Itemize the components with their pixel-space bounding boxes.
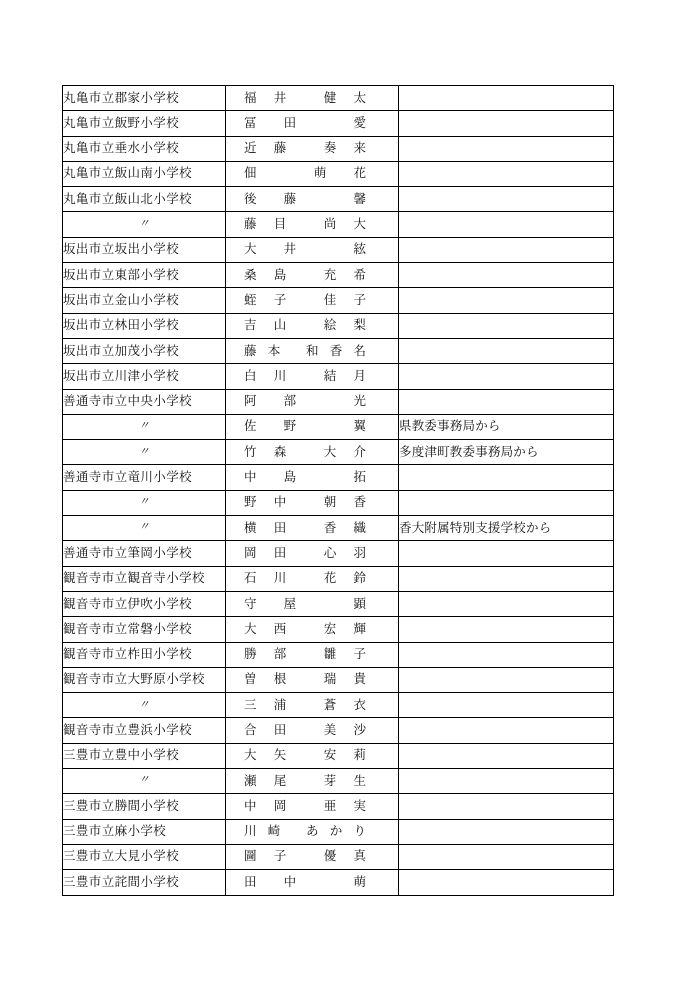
note-cell bbox=[399, 566, 614, 591]
ditto-mark: 〃 bbox=[138, 496, 150, 509]
name-cell bbox=[226, 136, 399, 161]
school-cell: 観音寺市立伊吹小学校 bbox=[63, 591, 226, 616]
table-row bbox=[63, 718, 614, 743]
name-text: 川崎 あかり bbox=[244, 824, 366, 839]
name-cell bbox=[226, 237, 399, 262]
school-cell: 観音寺市立大野原小学校 bbox=[63, 667, 226, 692]
ditto-mark: 〃 bbox=[138, 445, 150, 458]
name-text: 佃 萌花 bbox=[244, 166, 366, 181]
name-text: 野中 朝香 bbox=[244, 495, 366, 510]
table-row bbox=[63, 440, 614, 465]
name-cell bbox=[226, 642, 399, 667]
note-cell bbox=[399, 794, 614, 819]
table-row bbox=[63, 187, 614, 212]
table-row bbox=[63, 288, 614, 313]
table-row bbox=[63, 465, 614, 490]
table-row bbox=[63, 389, 614, 414]
school-cell: 坂出市立金山小学校 bbox=[63, 288, 226, 313]
note-cell bbox=[399, 693, 614, 718]
school-cell: 善通寺市立竜川小学校 bbox=[63, 465, 226, 490]
table-row bbox=[63, 642, 614, 667]
note-cell bbox=[399, 389, 614, 414]
name-text: 中島 拓 bbox=[244, 470, 366, 485]
school-cell: 丸亀市立飯山南小学校 bbox=[63, 161, 226, 186]
name-text: 福井 健太 bbox=[244, 90, 366, 105]
note-cell bbox=[399, 490, 614, 515]
ditto-mark: 〃 bbox=[138, 774, 150, 787]
name-cell bbox=[226, 440, 399, 465]
school-cell: 観音寺市立常磐小学校 bbox=[63, 617, 226, 642]
table-row bbox=[63, 541, 614, 566]
school-cell-ditto bbox=[63, 212, 226, 237]
school-cell-ditto bbox=[63, 693, 226, 718]
table-row bbox=[63, 794, 614, 819]
school-cell: 観音寺市立観音寺小学校 bbox=[63, 566, 226, 591]
table-row bbox=[63, 667, 614, 692]
note-cell bbox=[399, 591, 614, 616]
school-cell-ditto bbox=[63, 490, 226, 515]
name-text: 竹森 大介 bbox=[244, 444, 366, 459]
note-cell bbox=[399, 212, 614, 237]
name-cell bbox=[226, 212, 399, 237]
name-text: 蛭子 佳子 bbox=[244, 292, 366, 307]
name-text: 三浦 蒼衣 bbox=[244, 697, 366, 712]
table-row bbox=[63, 263, 614, 288]
school-cell: 三豊市立大見小学校 bbox=[63, 844, 226, 869]
school-cell: 坂出市立東部小学校 bbox=[63, 263, 226, 288]
note-cell bbox=[399, 743, 614, 768]
note-cell bbox=[399, 667, 614, 692]
note-cell bbox=[399, 313, 614, 338]
school-cell: 坂出市立坂出小学校 bbox=[63, 237, 226, 262]
name-text: 吉山 絵梨 bbox=[244, 318, 366, 333]
name-cell bbox=[226, 693, 399, 718]
table-row bbox=[63, 566, 614, 591]
table-row bbox=[63, 237, 614, 262]
note-cell bbox=[399, 187, 614, 212]
table-row bbox=[63, 414, 614, 439]
name-cell bbox=[226, 389, 399, 414]
school-cell: 善通寺市立筆岡小学校 bbox=[63, 541, 226, 566]
name-text: 田中 萌 bbox=[244, 874, 366, 889]
name-text: 佐野 翼 bbox=[244, 419, 366, 434]
table-row bbox=[63, 136, 614, 161]
table-row bbox=[63, 338, 614, 363]
note-cell bbox=[399, 86, 614, 111]
ditto-mark: 〃 bbox=[138, 217, 150, 230]
ditto-mark: 〃 bbox=[138, 698, 150, 711]
name-text: 阿部 光 bbox=[244, 394, 366, 409]
note-cell bbox=[399, 288, 614, 313]
note-cell bbox=[399, 263, 614, 288]
note-cell bbox=[399, 136, 614, 161]
table-row bbox=[63, 769, 614, 794]
name-cell bbox=[226, 86, 399, 111]
name-text: 合田 美沙 bbox=[244, 723, 366, 737]
name-cell bbox=[226, 161, 399, 186]
name-cell bbox=[226, 591, 399, 616]
name-text: 中岡 亜実 bbox=[244, 798, 366, 813]
name-text: 大井 絃 bbox=[244, 242, 366, 257]
name-cell bbox=[226, 617, 399, 642]
note-cell: 県教委事務局から bbox=[399, 414, 614, 439]
table-row bbox=[63, 693, 614, 718]
name-text: 冨田 愛 bbox=[244, 115, 366, 130]
note-cell bbox=[399, 338, 614, 363]
table-row bbox=[63, 591, 614, 616]
roster-table bbox=[62, 85, 614, 896]
name-cell bbox=[226, 338, 399, 363]
name-cell bbox=[226, 718, 399, 743]
school-cell-ditto bbox=[63, 516, 226, 541]
note-cell bbox=[399, 541, 614, 566]
school-cell-ditto bbox=[63, 414, 226, 439]
name-text: 後藤 馨 bbox=[244, 191, 366, 206]
ditto-mark: 〃 bbox=[138, 521, 150, 534]
school-cell: 三豊市立豊中小学校 bbox=[63, 743, 226, 768]
name-text: 藤目 尚大 bbox=[244, 217, 366, 232]
name-cell bbox=[226, 490, 399, 515]
note-cell bbox=[399, 111, 614, 136]
note-cell bbox=[399, 364, 614, 389]
school-cell: 坂出市立川津小学校 bbox=[63, 364, 226, 389]
name-cell bbox=[226, 769, 399, 794]
name-text: 瀬尾 芽生 bbox=[244, 773, 366, 788]
name-cell bbox=[226, 743, 399, 768]
name-cell bbox=[226, 263, 399, 288]
school-cell: 丸亀市立郡家小学校 bbox=[63, 86, 226, 111]
table-row bbox=[63, 844, 614, 869]
name-text: 大西 宏輝 bbox=[244, 621, 366, 636]
name-text: 近藤 奏来 bbox=[244, 141, 366, 156]
name-cell bbox=[226, 187, 399, 212]
name-cell bbox=[226, 566, 399, 591]
school-cell: 丸亀市立飯山北小学校 bbox=[63, 187, 226, 212]
school-cell: 三豊市立麻小学校 bbox=[63, 819, 226, 844]
note-cell bbox=[399, 617, 614, 642]
school-cell-ditto bbox=[63, 440, 226, 465]
table-row bbox=[63, 870, 614, 895]
school-cell: 観音寺市立柞田小学校 bbox=[63, 642, 226, 667]
school-cell: 観音寺市立豊浜小学校 bbox=[63, 718, 226, 743]
table-row bbox=[63, 111, 614, 136]
name-text: 白川 結月 bbox=[244, 368, 366, 383]
note-cell bbox=[399, 718, 614, 743]
name-text: 勝部 雛子 bbox=[244, 647, 366, 662]
school-cell: 丸亀市立飯野小学校 bbox=[63, 111, 226, 136]
table-row bbox=[63, 86, 614, 111]
name-text: 圖子 優真 bbox=[244, 849, 366, 864]
table-row bbox=[63, 743, 614, 768]
name-cell bbox=[226, 844, 399, 869]
ditto-mark: 〃 bbox=[138, 420, 150, 433]
table-row bbox=[63, 313, 614, 338]
name-text: 曽根 瑞貴 bbox=[244, 672, 366, 687]
name-text: 大矢 安莉 bbox=[244, 748, 366, 763]
table-row bbox=[63, 490, 614, 515]
note-cell bbox=[399, 844, 614, 869]
school-cell: 坂出市立加茂小学校 bbox=[63, 338, 226, 363]
school-cell: 丸亀市立垂水小学校 bbox=[63, 136, 226, 161]
name-cell bbox=[226, 870, 399, 895]
table-row bbox=[63, 819, 614, 844]
name-cell bbox=[226, 111, 399, 136]
school-cell: 坂出市立林田小学校 bbox=[63, 313, 226, 338]
note-cell bbox=[399, 870, 614, 895]
name-cell bbox=[226, 288, 399, 313]
school-cell: 三豊市立詫間小学校 bbox=[63, 870, 226, 895]
roster-table-body bbox=[63, 86, 614, 896]
note-cell: 多度津町教委事務局から bbox=[399, 440, 614, 465]
name-cell bbox=[226, 819, 399, 844]
table-row bbox=[63, 212, 614, 237]
name-text: 桑島 充希 bbox=[244, 267, 366, 282]
name-cell bbox=[226, 414, 399, 439]
name-cell bbox=[226, 794, 399, 819]
school-cell: 善通寺市立中央小学校 bbox=[63, 389, 226, 414]
name-cell bbox=[226, 364, 399, 389]
name-cell bbox=[226, 516, 399, 541]
school-cell: 三豊市立勝間小学校 bbox=[63, 794, 226, 819]
name-text: 石川 花鈴 bbox=[244, 571, 366, 586]
name-text: 守屋 顕 bbox=[244, 596, 366, 611]
note-cell bbox=[399, 465, 614, 490]
table-row bbox=[63, 364, 614, 389]
name-text: 横田 香織 bbox=[244, 520, 366, 535]
note-cell bbox=[399, 237, 614, 262]
note-cell bbox=[399, 161, 614, 186]
note-cell: 香大附属特別支援学校から bbox=[399, 516, 614, 541]
name-cell bbox=[226, 313, 399, 338]
note-cell bbox=[399, 819, 614, 844]
table-row bbox=[63, 516, 614, 541]
name-text: 岡田 心羽 bbox=[244, 545, 366, 560]
name-cell bbox=[226, 541, 399, 566]
name-text: 藤本 和香名 bbox=[244, 343, 366, 358]
name-cell bbox=[226, 667, 399, 692]
note-cell bbox=[399, 769, 614, 794]
table-row bbox=[63, 161, 614, 186]
school-cell-ditto bbox=[63, 769, 226, 794]
note-cell bbox=[399, 642, 614, 667]
table-row bbox=[63, 617, 614, 642]
name-cell bbox=[226, 465, 399, 490]
